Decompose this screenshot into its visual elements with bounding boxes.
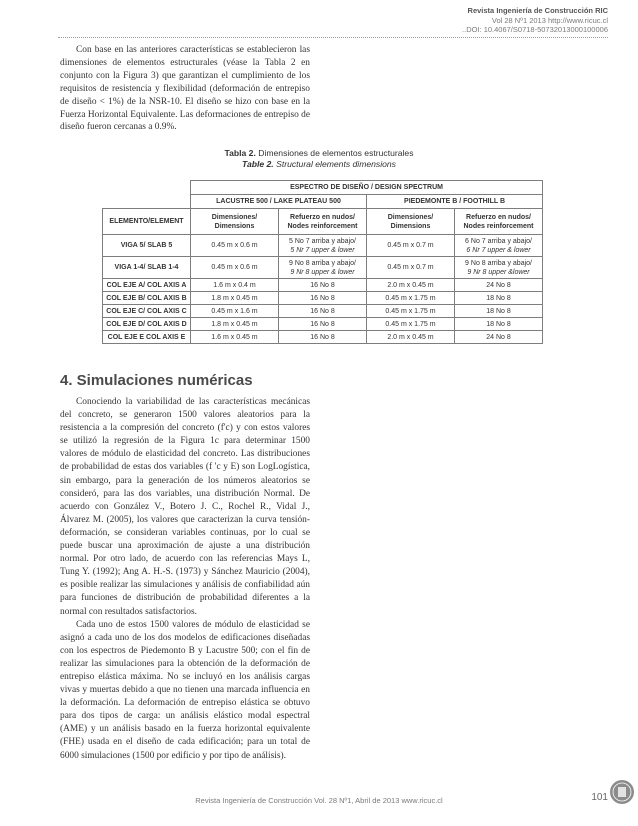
row-element: COL EJE A/ COL AXIS A (103, 279, 191, 292)
journal-volume: Vol 28 Nº1 2013 http://www.ricuc.cl (491, 15, 608, 25)
row-dim1: 1.6 m x 0.4 m (191, 279, 279, 292)
table-row (103, 279, 543, 292)
row-element: VIGA 1-4/ SLAB 1-4 (103, 257, 191, 279)
table-corner-empty-2 (103, 195, 191, 209)
dimensions-header-1: Dimensiones/ Dimensions (191, 209, 279, 235)
table-caption-en-text: Structural elements dimensions (273, 159, 396, 169)
table-row (103, 305, 543, 318)
section-title: 4. Simulaciones numéricas (60, 372, 253, 389)
row-element: COL EJE D/ COL AXIS D (103, 318, 191, 331)
section-paragraph-1: Conociendo la variabilidad de las características mecánicas del concreto, se generaron 1500 valores aleatorios para la resistencia a la compresión del concreto (f'c) y con estos valores se utilizó la regresión de la Figura 1c para determinar 1500 valores de módulo de elasticidad del concreto. Las distribuciones de probabilidad de estas dos variables (f 'c y E) son LogLogística, sin embargo, para la generación de los números aleatorios se consideró, para las dos variables, una distribución Normal. De acuerdo con González V., Botero J. C., Rochel R., Vidal J., Álvarez M. (2005), los valores que caracterizan la curva tensión-deformación, se consideran variables continuas, por lo cual se puede buscar una aproximación de ajuste a una distribución normal. Por otro lado, de acuerdo con las referencias Mays L, Tung Y. (1992); Ang A. H.-S. (1973) y Sánchez Mauricio (2004), es posible realizar las simulaciones y análisis de confiabilidad aún para funciones de distribución de probabilidad diferentes a la normal con resultados satisfactorios. (60, 397, 310, 617)
row-ref2: 18 No 8 (455, 292, 543, 305)
row-dim2: 0.45 m x 1.75 m (367, 305, 455, 318)
row-ref1: 16 No 8 (279, 279, 367, 292)
journal-header (462, 6, 608, 35)
row-dim1: 1.6 m x 0.45 m (191, 331, 279, 344)
row-element: COL EJE E COL AXIS E (103, 331, 191, 344)
table-caption-es (0, 148, 638, 158)
page-number: 101 (591, 792, 608, 803)
row-dim2: 2.0 m x 0.45 m (367, 279, 455, 292)
element-column-header: ELEMENTO/ELEMENT (103, 209, 191, 235)
header-divider (58, 37, 608, 38)
row-element: COL EJE B/ COL AXIS B (103, 292, 191, 305)
row-element: VIGA 5/ SLAB 5 (103, 235, 191, 257)
piedemonte-header: PIEDEMONTE B / FOOTHILL B (367, 195, 543, 209)
row-ref1: 5 No 7 arriba y abajo/ 5 Nr 7 upper & lower (279, 235, 367, 257)
reinforcement-header-1: Refuerzo en nudos/ Nodes reinforcement (279, 209, 367, 235)
row-element: COL EJE C/ COL AXIS C (103, 305, 191, 318)
table-corner-empty (103, 181, 191, 195)
row-dim2: 0.45 m x 0.7 m (367, 235, 455, 257)
row-dim2: 0.45 m x 0.7 m (367, 257, 455, 279)
table-caption-en-label: Table 2. (242, 159, 274, 169)
table-caption-es-text: Dimensiones de elementos estructurales (255, 148, 414, 158)
row-dim2: 0.45 m x 1.75 m (367, 292, 455, 305)
page-footer: Revista Ingeniería de Construcción Vol. 28 Nº1, Abril de 2013 www.ricuc.cl (195, 796, 443, 805)
row-dim2: 2.0 m x 0.45 m (367, 331, 455, 344)
row-dim1: 1.8 m x 0.45 m (191, 292, 279, 305)
row-ref1: 16 No 8 (279, 292, 367, 305)
table-row (103, 292, 543, 305)
section-body (60, 396, 310, 763)
row-ref2: 18 No 8 (455, 305, 543, 318)
section-paragraph-2: Cada uno de estos 1500 valores de módulo de elasticidad se asignó a cada uno de los dos modelos de edificaciones diseñadas con los espectros de Piedemonto B y Lacustre 500; con el fin de realizar las simulaciones para la obtención de la deformación de entrepiso elástica máxima. No se incluyó en los análisis cargas vivas y muertas debido a que no tienen una marcada influencia en la deformación. La deformación de entrepiso elástica se obtuvo para dos tipos de carga: un análisis elástico modal espectral (AME) y un análisis basado en la fuerza horizontal equivalente (FHE) usada en el diseño de cada edificación; para un total de 6000 simulaciones (1500 por edificio y por tipo de análisis). (60, 619, 310, 761)
table-caption-es-label: Tabla 2. (224, 148, 256, 158)
table-row (103, 318, 543, 331)
reinforcement-header-2: Refuerzo en nudos/ Nodes reinforcement (455, 209, 543, 235)
row-ref1: 16 No 8 (279, 305, 367, 318)
row-ref2: 9 No 8 arriba y abajo/ 9 Nr 8 upper &lower (455, 257, 543, 279)
table-row (103, 235, 543, 257)
table-spectrum-header: ESPECTRO DE DISEÑO / DESIGN SPECTRUM (191, 181, 543, 195)
table-row (103, 331, 543, 344)
table-row (103, 257, 543, 279)
row-ref1: 16 No 8 (279, 318, 367, 331)
journal-name: Revista Ingeniería de Construcción RIC (467, 6, 608, 15)
row-ref1: 16 No 8 (279, 331, 367, 344)
row-ref2: 24 No 8 (455, 279, 543, 292)
journal-doi: ..DOI: 10.4067/S0718-50732013000100006 (462, 25, 608, 34)
row-dim2: 0.45 m x 1.75 m (367, 318, 455, 331)
row-dim1: 1.8 m x 0.45 m (191, 318, 279, 331)
row-ref2: 18 No 8 (455, 318, 543, 331)
row-ref2: 24 No 8 (455, 331, 543, 344)
journal-seal-icon (608, 778, 636, 806)
intro-paragraph: Con base en las anteriores características se establecieron las dimensiones de elementos estructurales (véase la Tabla 2 en conjunto con la Figura 3) que garantizan el cumplimiento de los requisitos de resistencia y flexibilidad (deformación de entrepiso de diseño < 1%) de la NSR-10. El diseño se hizo con base en la Fuerza Horizontal Equivalente. Las deformaciones de entrepiso de diseño fueron cercanas a 0.9%. (60, 45, 310, 133)
row-dim1: 0.45 m x 0.6 m (191, 235, 279, 257)
row-ref2: 6 No 7 arriba y abajo/ 6 Nr 7 upper & lower (455, 235, 543, 257)
structural-dimensions-table (102, 180, 543, 344)
row-dim1: 0.45 m x 0.6 m (191, 257, 279, 279)
row-ref1: 9 No 8 arriba y abajo/ 9 Nr 8 upper & lower (279, 257, 367, 279)
table-caption-en (0, 159, 638, 169)
lacustre-header: LACUSTRE 500 / LAKE PLATEAU 500 (191, 195, 367, 209)
row-dim1: 0.45 m x 1.6 m (191, 305, 279, 318)
dimensions-header-2: Dimensiones/ Dimensions (367, 209, 455, 235)
